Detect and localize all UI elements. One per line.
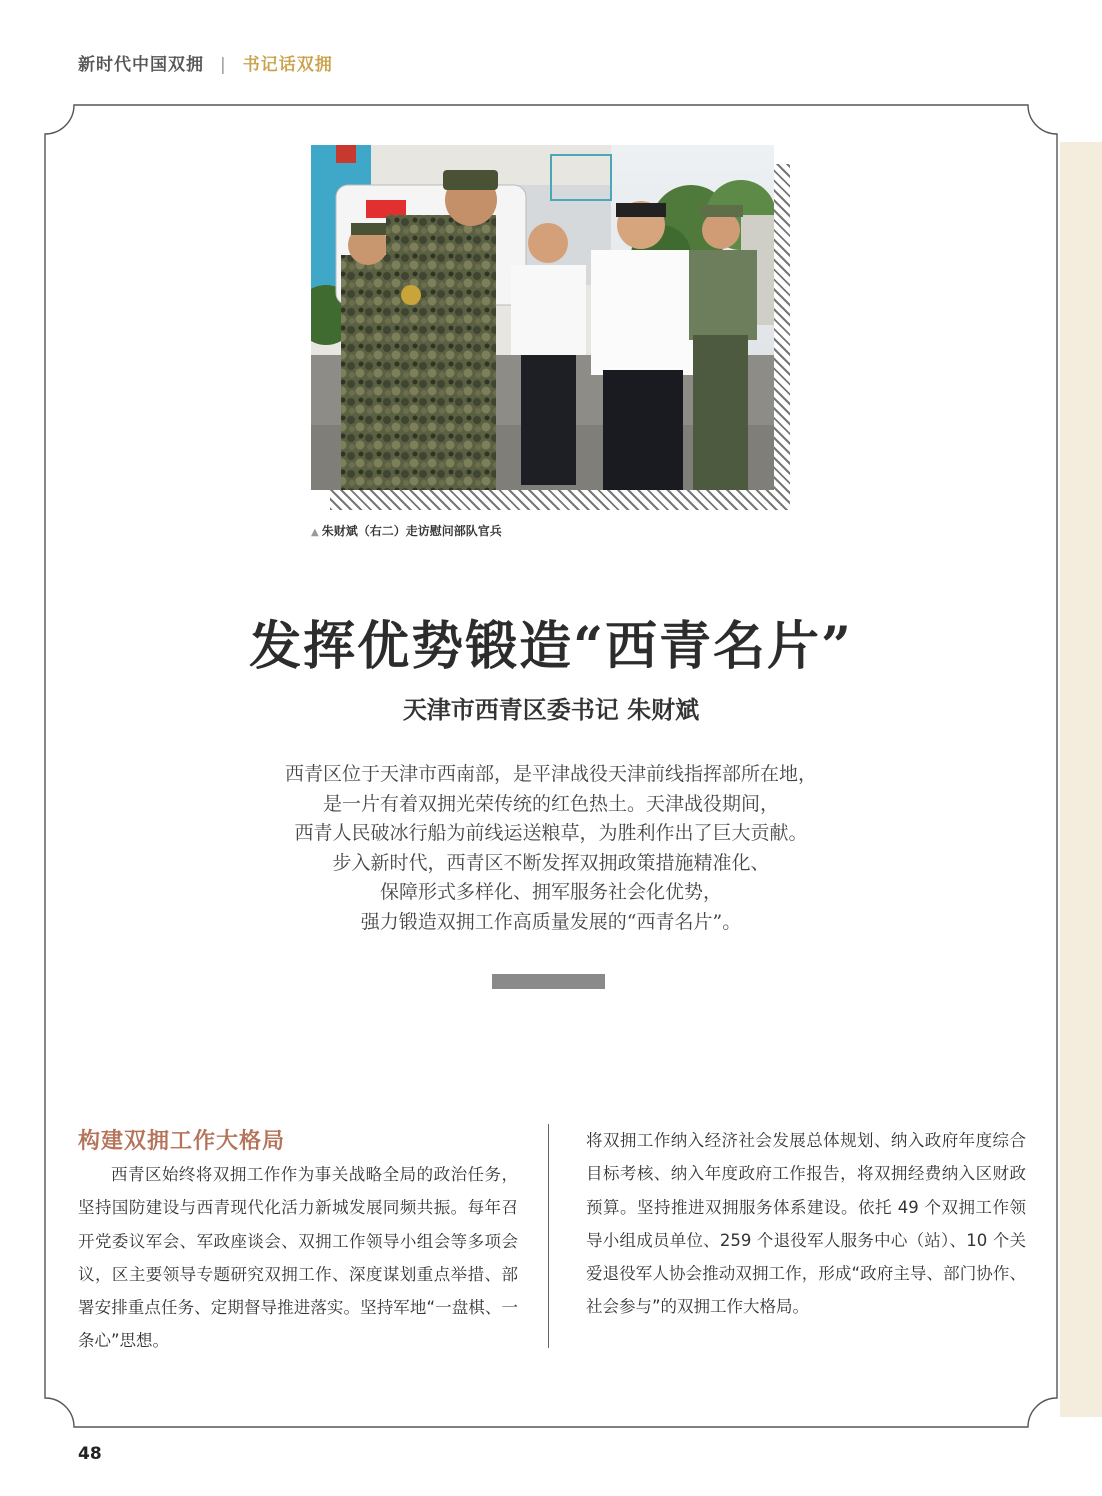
lead-line: 西青区位于天津市西南部，是平津战役天津前线指挥部所在地， <box>284 763 817 785</box>
header-separator: | <box>220 55 227 75</box>
section-divider <box>492 974 605 989</box>
lead-paragraph <box>0 760 1102 937</box>
body-column-left <box>78 1158 518 1358</box>
caption-marker: ▲ <box>311 527 319 538</box>
body-paragraph: 西青区始终将双拥工作作为事关战略全局的政治任务，坚持国防建设与西青现代化活力新城发展同频共振。每年召开党委议军会、军政座谈会、双拥工作领导小组会等多项会议，区主要领导专题研究双拥工作、深度谋划重点举措、部署安排重点任务、定期督导推进落实。坚持军地“一盘棋、一条心”思想。 <box>78 1165 518 1351</box>
lead-line: 保障形式多样化、拥军服务社会化优势， <box>379 881 722 903</box>
lead-line: 是一片有着双拥光荣传统的红色热土。天津战役期间， <box>322 792 779 815</box>
article-photo <box>311 145 774 490</box>
caption-text: 朱财斌（右二）走访慰问部队官兵 <box>321 524 502 538</box>
photo-caption <box>311 522 502 539</box>
lead-line: 强力锻造双拥工作高质量发展的“西青名片”。 <box>360 910 742 933</box>
article-author: 天津市西青区委书记 朱财斌 <box>402 696 700 724</box>
lead-line: 步入新时代，西青区不断发挥双拥政策措施精准化、 <box>332 851 770 874</box>
column-rule <box>548 1124 549 1348</box>
page-number: 48 <box>78 1444 102 1464</box>
magazine-name: 新时代中国双拥 <box>78 55 204 75</box>
section-heading: 构建双拥工作大格局 <box>78 1129 286 1154</box>
running-header <box>78 50 333 75</box>
column-name: 书记话双拥 <box>242 55 333 75</box>
body-column-right <box>586 1124 1026 1324</box>
lead-line: 西青人民破冰行船为前线运送粮草，为胜利作出了巨大贡献。 <box>294 822 808 844</box>
body-paragraph: 将双拥工作纳入经济社会发展总体规划、纳入政府年度综合目标考核、纳入年度政府工作报告，将双拥经费纳入区财政预算。坚持推进双拥服务体系建设。依托 49 个双拥工作领导小组成员单位、259 个退役军人服务中心（站）、10 个关爱退役军人协会推动双拥工作，形成“政府主导、部门协作、社会参与”的双拥工作大格局。 <box>586 1131 1026 1317</box>
article-title: 发挥优势锻造“西青名片” <box>249 616 853 677</box>
